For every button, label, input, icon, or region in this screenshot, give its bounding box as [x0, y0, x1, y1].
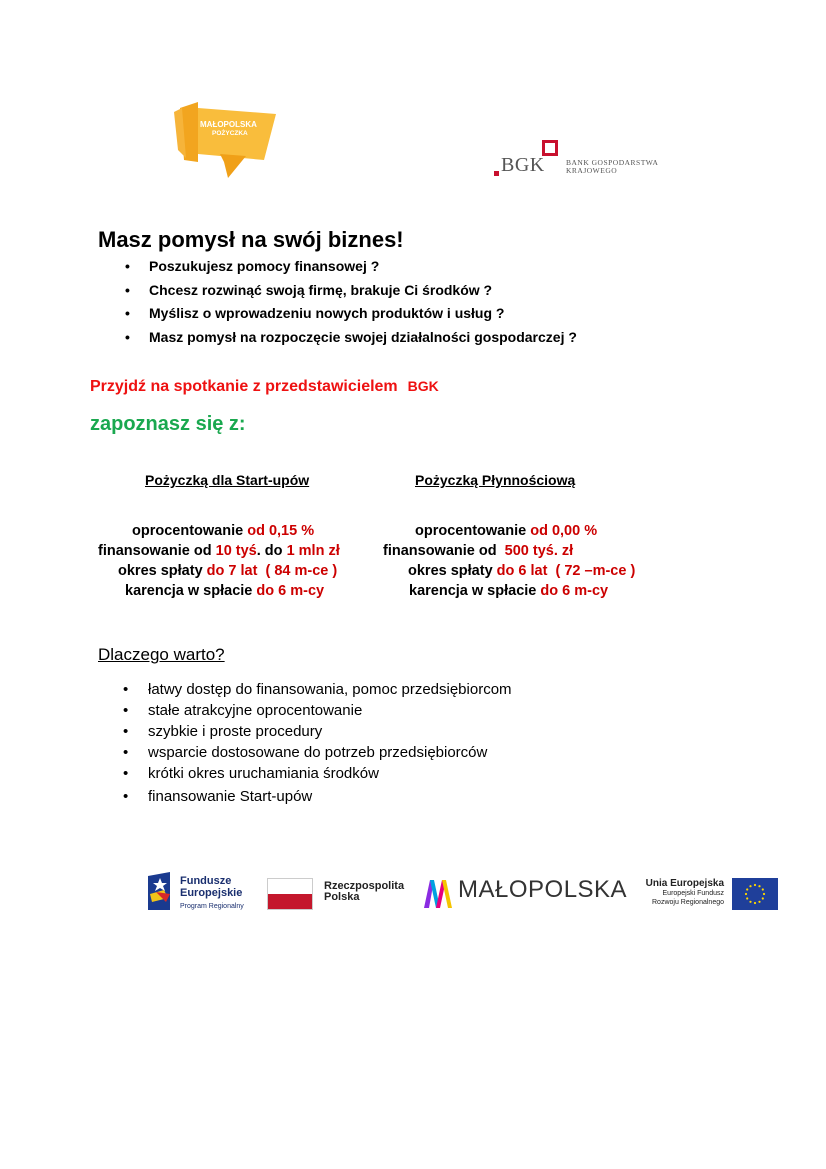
eu-star-icon	[758, 885, 760, 887]
why-item	[123, 701, 512, 722]
rp-line2: Polska	[324, 891, 360, 903]
bullet-icon: •	[123, 702, 129, 719]
bgk-logo	[494, 140, 664, 180]
why-item	[123, 722, 512, 743]
why-text: krótki okres uruchamiania środków	[148, 765, 379, 782]
loan-label: . do	[256, 543, 287, 559]
why-text: szybkie i proste procedury	[148, 723, 323, 740]
eu-star-icon	[763, 893, 765, 895]
loan-value: do 6 m-cy	[256, 583, 325, 599]
eu-star-icon	[745, 893, 747, 895]
why-heading: Dlaczego warto?	[98, 645, 225, 664]
malopolska-m-icon	[424, 880, 454, 908]
loan-label: oprocentowanie	[132, 523, 248, 539]
bullet-icon: •	[125, 258, 130, 274]
loan-label: okres spłaty	[118, 563, 207, 579]
bullet-icon: •	[125, 281, 130, 298]
loan-line	[383, 521, 635, 541]
malopolska-pozyczka-line2: POŻYCZKA	[212, 130, 248, 137]
bullet-icon: •	[123, 744, 129, 761]
rp-text	[324, 881, 404, 903]
loan-value: do 6 lat ( 72 –m-ce )	[496, 563, 636, 579]
ue-sub2: Rozwoju Regionalnego	[652, 899, 724, 906]
bullet-icon: •	[123, 765, 129, 782]
why-item	[123, 743, 512, 764]
question-item	[125, 280, 577, 304]
why-item	[123, 787, 512, 808]
bgk-full-line2: KRAJOWEGO	[566, 166, 618, 175]
invite-bgk: BGK	[407, 378, 439, 394]
fundusze-line2: Europejskie	[180, 887, 243, 899]
invite-main: Przyjdź na spotkanie z przedstawicielem	[90, 378, 398, 395]
eu-star-icon	[762, 888, 764, 890]
loan-label: okres spłaty	[408, 563, 497, 579]
question-text: Poszukujesz pomocy finansowej ?	[149, 258, 380, 274]
loan-value: do 6 m-cy	[540, 583, 609, 599]
loan-label: oprocentowanie	[415, 523, 531, 539]
loan-label: finansowanie od	[98, 543, 216, 559]
loan-label: finansowanie od	[383, 543, 505, 559]
fundusze-sub: Program Regionalny	[180, 903, 244, 910]
bullet-icon: •	[125, 328, 130, 345]
invite-text	[90, 378, 439, 396]
loan-line	[383, 581, 635, 601]
question-item	[125, 256, 577, 280]
loan-label: karencja w spłacie	[409, 583, 541, 599]
loan-value: do 7 lat ( 84 m-ce )	[206, 563, 338, 579]
why-list	[123, 680, 512, 808]
question-item	[125, 303, 577, 327]
loan-line	[98, 561, 340, 581]
question-item	[125, 327, 577, 351]
bgk-full-line1: BANK GOSPODARSTWA	[566, 158, 659, 167]
fundusze-europejskie-icon	[148, 872, 174, 910]
eu-star-icon	[754, 884, 756, 886]
question-text: Masz pomysł na rozpoczęcie swojej działalności gospodarczej ?	[149, 328, 577, 345]
fundusze-text	[180, 875, 244, 913]
loan-label: karencja w spłacie	[125, 583, 257, 599]
bgk-dot-icon	[494, 171, 499, 176]
malopolska-pozyczka-logo	[172, 100, 278, 180]
malopolska-text: MAŁOPOLSKA	[458, 876, 628, 903]
unia-europejska-logo	[640, 872, 780, 912]
ue-text	[640, 878, 724, 907]
loan-details-startup	[98, 521, 340, 601]
eu-star-icon	[762, 897, 764, 899]
bullet-icon: •	[123, 681, 129, 698]
loan-title-startup: Pożyczką dla Start-upów	[145, 472, 310, 488]
loan-line	[98, 541, 340, 561]
loan-details-liquidity	[383, 521, 635, 601]
ribbon-banner-icon	[172, 100, 278, 180]
eu-flag-icon	[732, 878, 778, 910]
malopolska-logo	[424, 872, 628, 912]
fundusze-europejskie-logo	[148, 872, 258, 912]
question-text: Myślisz o wprowadzeniu nowych produktów i usług ?	[149, 305, 505, 321]
loan-value: 1 mln zł	[286, 543, 340, 559]
malopolska-pozyczka-line1: MAŁOPOLSKA	[200, 120, 257, 129]
why-text: finansowanie Start-upów	[148, 788, 313, 805]
question-list	[125, 256, 577, 350]
ue-line1: Unia Europejska	[645, 878, 724, 889]
loan-value: 500 tyś	[504, 543, 554, 559]
why-item	[123, 680, 512, 701]
loan-value: od 0,15 %	[247, 523, 315, 539]
learn-heading: zapoznasz się z:	[90, 413, 246, 435]
question-text: Chcesz rozwinąć swoją firmę, brakuje Ci środków ?	[149, 281, 493, 298]
eu-star-icon	[746, 897, 748, 899]
eu-star-icon	[749, 885, 751, 887]
eu-star-icon	[749, 901, 751, 903]
why-text: wsparcie dostosowane do potrzeb przedsiębiorców	[148, 744, 488, 761]
poland-flag-icon	[267, 878, 313, 910]
rzeczpospolita-logo	[267, 872, 407, 912]
bullet-icon: •	[123, 723, 129, 740]
loan-value: . zł	[553, 543, 574, 559]
loan-line	[383, 561, 635, 581]
rp-line1: Rzeczpospolita	[324, 880, 405, 892]
why-text: łatwy dostęp do finansowania, pomoc przedsiębiorcom	[148, 681, 512, 698]
loan-title-liquidity: Pożyczką Płynnościową	[415, 472, 576, 488]
loan-line	[98, 521, 340, 541]
bullet-icon: •	[125, 305, 130, 321]
why-item	[123, 764, 512, 785]
bullet-icon: •	[123, 788, 129, 805]
loan-value: od 0,00 %	[530, 523, 598, 539]
bgk-full-name	[566, 159, 658, 175]
eu-star-icon	[758, 901, 760, 903]
loan-line	[98, 581, 340, 601]
bgk-abbr: BGK	[501, 154, 545, 176]
loan-line	[383, 541, 635, 561]
fundusze-line1: Fundusze	[180, 875, 232, 887]
loan-value: 10 tyś	[215, 543, 257, 559]
ue-sub1: Europejski Fundusz	[662, 890, 724, 897]
eu-star-icon	[746, 888, 748, 890]
eu-star-icon	[754, 902, 756, 904]
why-text: stałe atrakcyjne oprocentowanie	[148, 702, 363, 719]
headline: Masz pomysł na swój biznes!	[98, 227, 404, 252]
